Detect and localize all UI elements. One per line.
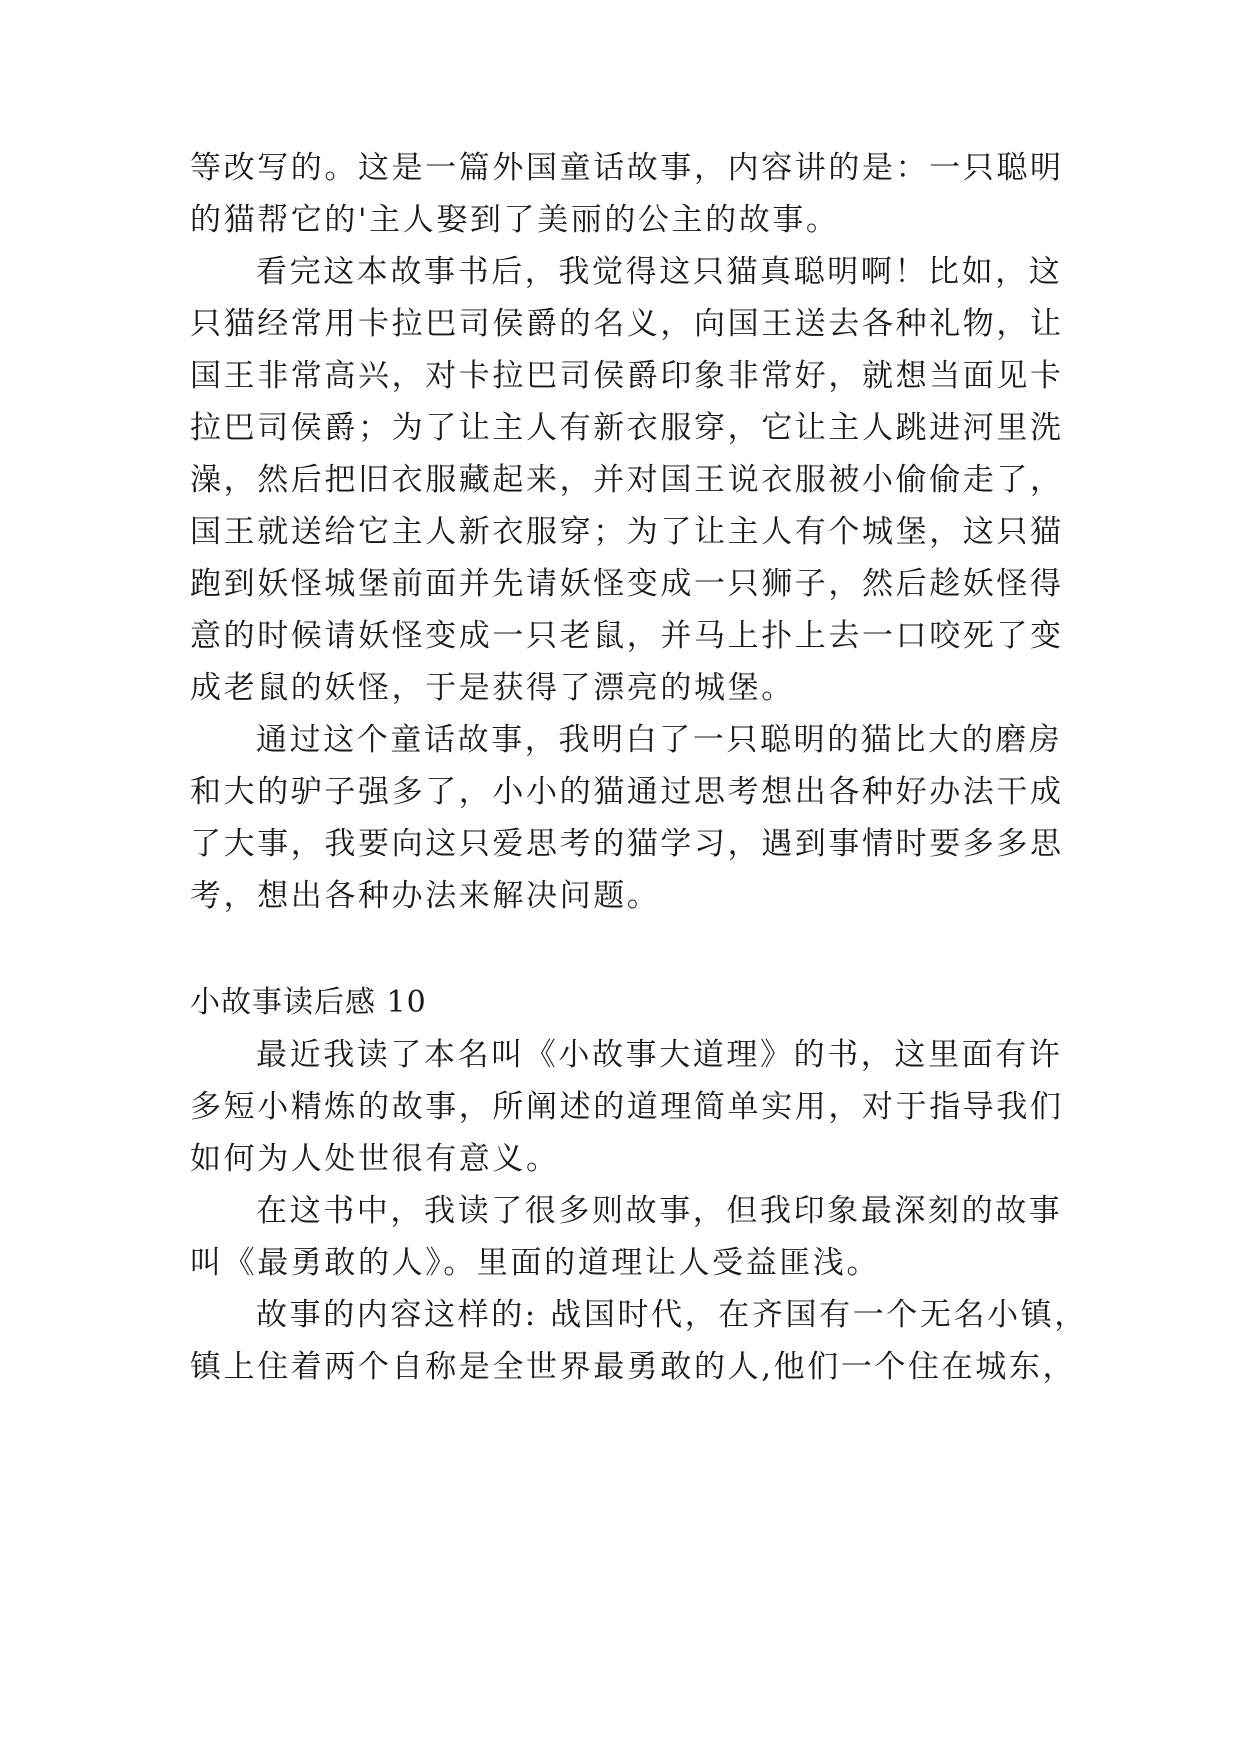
text-line: 在这书中，我读了很多则故事，但我印象最深刻的故事 [256,1193,1063,1229]
text-line: 如何为人处世很有意义。 [190,1141,560,1177]
text-line: 的猫帮它的'主人娶到了美丽的公主的故事。 [190,202,840,238]
text-line: 叫《最勇敢的人》。里面的道理让人受益匪浅。 [190,1245,881,1281]
text-line: 国王非常高兴，对卡拉巴司侯爵印象非常好，就想当面见卡 [190,358,1064,394]
text-line: 考，想出各种办法来解决问题。 [190,878,661,914]
text-line: 和大的驴子强多了，小小的猫通过思考想出各种好办法干成 [190,774,1064,810]
text-line: 多短小精炼的故事，所阐述的道理简单实用，对于指导我们 [190,1089,1064,1125]
text-line: 拉巴司侯爵；为了让主人有新衣服穿，它让主人跳进河里洗 [190,410,1064,446]
text-line: 了大事，我要向这只爱思考的猫学习，遇到事情时要多多思 [190,826,1064,862]
text-line: 意的时候请妖怪变成一只老鼠，并马上扑上去一口咬死了变 [190,618,1064,654]
text-line: 看完这本故事书后，我觉得这只猫真聪明啊！比如，这 [256,254,1063,290]
text-line: 等改写的。这是一篇外国童话故事，内容讲的是：一只聪明 [190,150,1064,186]
section-heading: 小故事读后感 10 [190,985,427,1020]
text-line: 故事的内容这样的: 战国时代，在齐国有一个无名小镇， [256,1297,1088,1333]
text-line: 只猫经常用卡拉巴司侯爵的名义，向国王送去各种礼物，让 [190,306,1064,342]
text-line: 国王就送给它主人新衣服穿；为了让主人有个城堡，这只猫 [190,514,1064,550]
text-line: 跑到妖怪城堡前面并先请妖怪变成一只狮子，然后趁妖怪得 [190,566,1064,602]
text-line: 镇上住着两个自称是全世界最勇敢的人,他们一个住在城东， [190,1349,1077,1385]
text-line: 最近我读了本名叫《小故事大道理》的书，这里面有许 [256,1037,1063,1073]
text-line: 澡，然后把旧衣服藏起来，并对国王说衣服被小偷偷走了， [190,462,1064,498]
text-line: 成老鼠的妖怪，于是获得了漂亮的城堡。 [190,670,795,706]
text-line: 通过这个童话故事，我明白了一只聪明的猫比大的磨房 [256,722,1063,758]
